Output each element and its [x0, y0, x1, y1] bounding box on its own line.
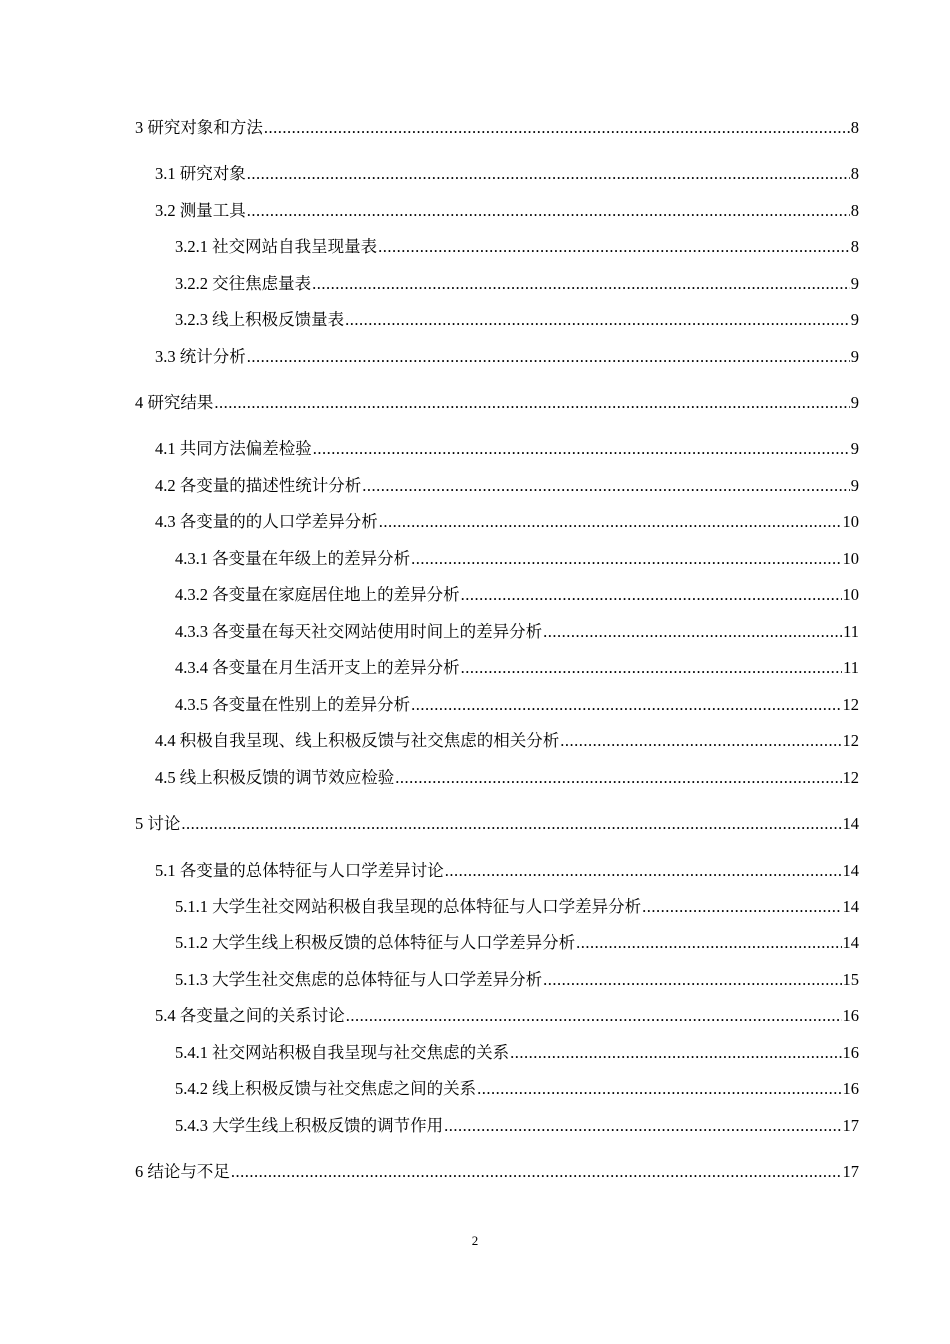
- toc-entry-title: 3.2.2 交往焦虑量表: [175, 274, 312, 293]
- toc-dot-leader: [477, 1078, 841, 1100]
- toc-dot-leader: [247, 346, 850, 368]
- toc-entry-page: 12: [842, 768, 859, 787]
- toc-entry-page: 8: [850, 201, 859, 220]
- toc-entry[interactable]: [175, 1115, 859, 1137]
- toc-dot-leader: [576, 932, 841, 954]
- toc-entry-page: 17: [842, 1116, 859, 1135]
- toc-entry-page: 9: [850, 439, 859, 458]
- toc-entry-title: 5.4.2 线上积极反馈与社交焦虑之间的关系: [175, 1079, 477, 1098]
- toc-dot-leader: [312, 273, 850, 295]
- toc-dot-leader: [642, 896, 841, 918]
- toc-dot-leader: [247, 200, 850, 222]
- toc-dot-leader: [445, 860, 842, 882]
- toc-entry[interactable]: [155, 163, 859, 185]
- toc-entry-page: 9: [850, 476, 859, 495]
- toc-entry-title: 4.3.2 各变量在家庭居住地上的差异分析: [175, 585, 460, 604]
- toc-entry-title: 5.1.1 大学生社交网站积极自我呈现的总体特征与人口学差异分析: [175, 897, 642, 916]
- toc-entry-page: 15: [842, 970, 859, 989]
- toc-entry[interactable]: [175, 621, 859, 643]
- toc-dot-leader: [543, 621, 842, 643]
- toc-entry[interactable]: [155, 767, 859, 789]
- toc-dot-leader: [379, 511, 842, 533]
- toc-entry[interactable]: [175, 932, 859, 954]
- toc-entry-page: 9: [850, 347, 859, 366]
- toc-entry-page: 14: [842, 814, 859, 833]
- toc-entry[interactable]: [155, 730, 859, 752]
- toc-entry-title: 5.4.1 社交网站积极自我呈现与社交焦虑的关系: [175, 1043, 510, 1062]
- toc-entry-title: 4.3 各变量的的人口学差异分析: [155, 512, 378, 531]
- toc-dot-leader: [181, 813, 841, 835]
- toc-entry-page: 10: [842, 512, 859, 531]
- toc-entry-title: 5.1.2 大学生线上积极反馈的总体特征与人口学差异分析: [175, 933, 576, 952]
- toc-dot-leader: [411, 548, 841, 570]
- toc-dot-leader: [510, 1042, 841, 1064]
- toc-entry[interactable]: [175, 694, 859, 716]
- toc-entry-page: 8: [850, 118, 859, 137]
- toc-dot-leader: [214, 392, 849, 414]
- toc-entry-title: 5.1 各变量的总体特征与人口学差异讨论: [155, 861, 444, 880]
- toc-dot-leader: [313, 438, 850, 460]
- toc-dot-leader: [395, 767, 841, 789]
- toc-entry[interactable]: [175, 309, 859, 331]
- toc-entry[interactable]: [135, 1161, 859, 1183]
- toc-entry-page: 11: [843, 658, 859, 677]
- toc-dot-leader: [461, 657, 842, 679]
- page-number: 2: [471, 1233, 479, 1248]
- toc-entry[interactable]: [175, 584, 859, 606]
- toc-dot-leader: [264, 117, 850, 139]
- toc-entry-title: 4.5 线上积极反馈的调节效应检验: [155, 768, 395, 787]
- toc-entry[interactable]: [155, 1005, 859, 1027]
- toc-entry-page: 12: [842, 731, 859, 750]
- toc-entry-page: 10: [842, 585, 859, 604]
- toc-dot-leader: [362, 475, 850, 497]
- toc-dot-leader: [461, 584, 842, 606]
- toc-dot-leader: [560, 730, 841, 752]
- toc-entry-title: 5.4 各变量之间的关系讨论: [155, 1006, 345, 1025]
- toc-entry[interactable]: [155, 860, 859, 882]
- toc-entry-title: 3.1 研究对象: [155, 164, 246, 183]
- toc-entry-page: 17: [842, 1162, 859, 1181]
- toc-entry[interactable]: [155, 438, 859, 460]
- toc-entry-page: 16: [842, 1006, 859, 1025]
- toc-entry-page: 14: [842, 897, 859, 916]
- toc-entry-page: 8: [850, 237, 859, 256]
- toc-entry-title: 6 结论与不足: [135, 1162, 230, 1181]
- toc-entry-title: 4.4 积极自我呈现、线上积极反馈与社交焦虑的相关分析: [155, 731, 560, 750]
- toc-entry-title: 5.4.3 大学生线上积极反馈的调节作用: [175, 1116, 444, 1135]
- toc-dot-leader: [444, 1115, 841, 1137]
- toc-entry-page: 14: [842, 861, 859, 880]
- toc-entry-page: 9: [850, 310, 859, 329]
- toc-dot-leader: [543, 969, 841, 991]
- toc-entry-title: 4.3.3 各变量在每天社交网站使用时间上的差异分析: [175, 622, 543, 641]
- toc-entry-title: 5.1.3 大学生社交焦虑的总体特征与人口学差异分析: [175, 970, 543, 989]
- toc-entry[interactable]: [175, 1042, 859, 1064]
- toc-entry-page: 16: [842, 1079, 859, 1098]
- toc-entry[interactable]: [155, 346, 859, 368]
- toc-entry[interactable]: [175, 896, 859, 918]
- toc-entry-title: 3 研究对象和方法: [135, 118, 263, 137]
- toc-entry-title: 3.3 统计分析: [155, 347, 246, 366]
- toc-entry[interactable]: [155, 200, 859, 222]
- toc-entry-page: 9: [850, 393, 859, 412]
- toc-entry-title: 4.3.5 各变量在性别上的差异分析: [175, 695, 411, 714]
- toc-dot-leader: [231, 1161, 842, 1183]
- toc-entry-title: 3.2 测量工具: [155, 201, 246, 220]
- toc-entry-title: 4 研究结果: [135, 393, 214, 412]
- toc-entry-page: 14: [842, 933, 859, 952]
- toc-entry-title: 3.2.1 社交网站自我呈现量表: [175, 237, 378, 256]
- toc-entry-page: 16: [842, 1043, 859, 1062]
- toc-dot-leader: [411, 694, 841, 716]
- toc-dot-leader: [345, 309, 850, 331]
- toc-entry-page: 10: [842, 549, 859, 568]
- toc-entry[interactable]: [175, 969, 859, 991]
- toc-entry-title: 4.2 各变量的描述性统计分析: [155, 476, 362, 495]
- toc-entry[interactable]: [135, 813, 859, 835]
- toc-entry-title: 4.1 共同方法偏差检验: [155, 439, 312, 458]
- toc-entry-page: 11: [843, 622, 859, 641]
- toc-entry-page: 12: [842, 695, 859, 714]
- toc-entry[interactable]: [175, 273, 859, 295]
- toc-entry[interactable]: [155, 511, 859, 533]
- toc-entry-page: 9: [850, 274, 859, 293]
- toc-entry[interactable]: [175, 1078, 859, 1100]
- toc-entry-title: 4.3.4 各变量在月生活开支上的差异分析: [175, 658, 460, 677]
- toc-entry[interactable]: [135, 392, 859, 414]
- toc-entry-title: 4.3.1 各变量在年级上的差异分析: [175, 549, 411, 568]
- toc-entry-title: 5 讨论: [135, 814, 181, 833]
- toc-dot-leader: [378, 236, 850, 258]
- toc-entry[interactable]: [175, 657, 859, 679]
- toc-entry[interactable]: [135, 117, 859, 139]
- toc-dot-leader: [247, 163, 850, 185]
- toc-entry[interactable]: [155, 475, 859, 497]
- toc-entry[interactable]: [175, 236, 859, 258]
- toc-entry-page: 8: [850, 164, 859, 183]
- toc-entry-title: 3.2.3 线上积极反馈量表: [175, 310, 345, 329]
- toc-entry[interactable]: [175, 548, 859, 570]
- toc-dot-leader: [346, 1005, 842, 1027]
